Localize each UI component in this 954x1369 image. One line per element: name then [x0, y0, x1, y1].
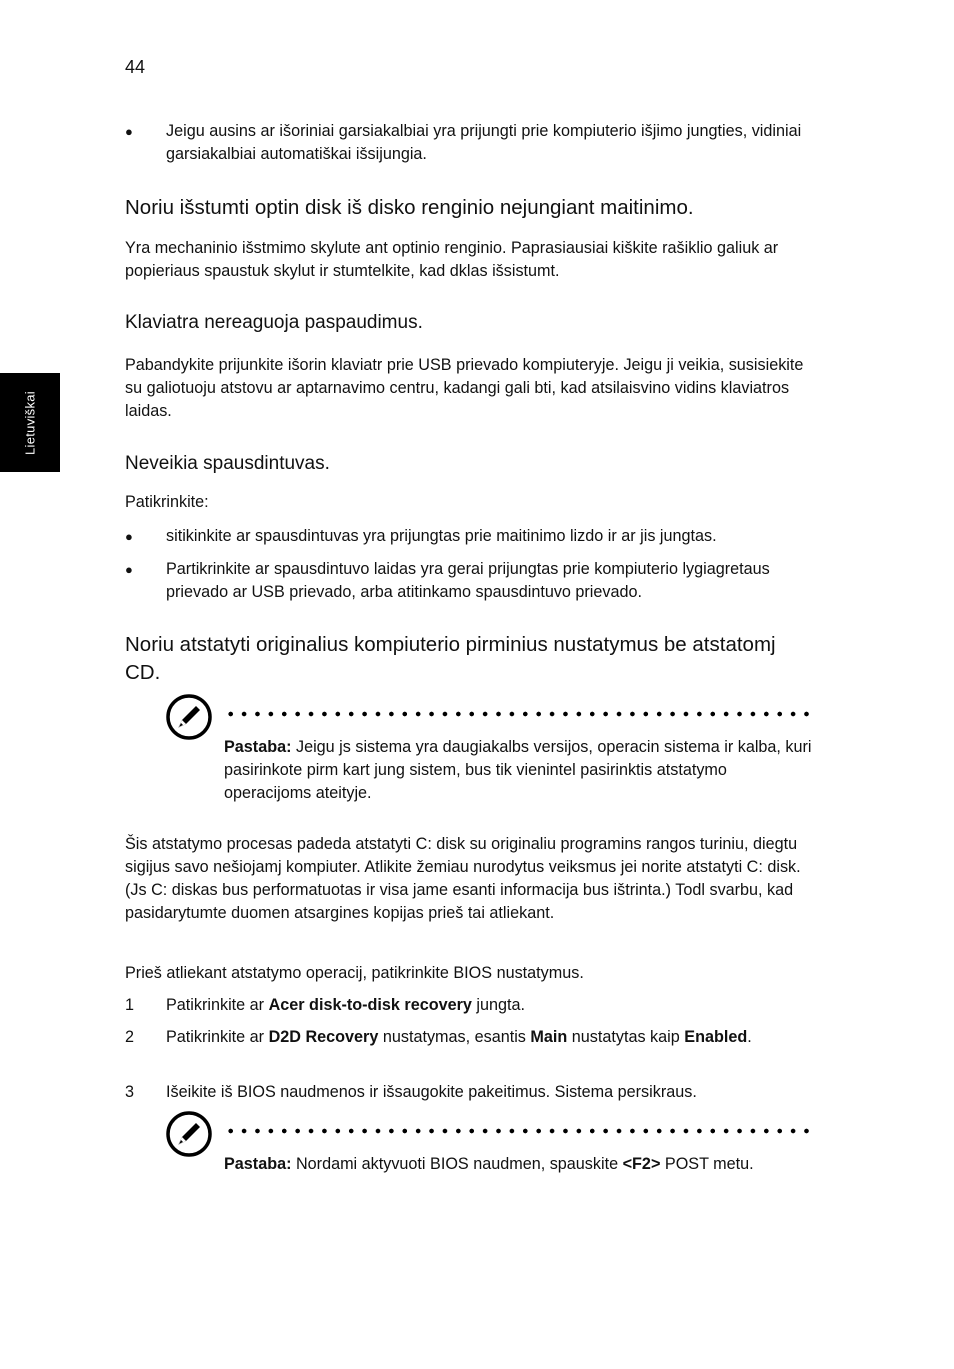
bullet-text: sitikinkite ar spausdintuvas yra prijungtas prie maitinimo lizdo ir ar jis jungtas. — [166, 527, 717, 545]
language-side-tab-label: Lietuviškai — [22, 391, 38, 455]
paragraph: Prieš atliekant atstatymo operacij, patikrinkite BIOS nustatymus. — [125, 964, 584, 982]
section-heading: Noriu išstumti optin disk iš disko renginio nejungiant maitinimo. — [125, 196, 694, 219]
note-label: Pastaba: — [224, 738, 292, 756]
step-text: Patikrinkite ar Acer disk-to-disk recovery jungta. — [166, 996, 526, 1014]
section-heading: Noriu atstatyti originalius kompiuterio pirminius nustatymus be atstatomj CD. — [125, 633, 776, 684]
note-body: Jeigu js sistema yra daugiakalbs versijos, operacin sistema ir kalba, kuri pasirinkote pirm kart jung sistem, bus tik vienintel pasirinktis atstatymo operacijoms ateityje. — [224, 738, 812, 802]
bullet-icon: ● — [125, 124, 133, 139]
note-divider — [224, 1128, 810, 1134]
paragraph: Pabandykite prijunkite išorin klaviatr prie USB prievado kompiuteryje. Jeigu ji veikia, susisiekite su galiotuoju atstovu ar aptarnavimo centru, kadangi gali bti, kad atsilaisvino vidins klaviatros laidas. — [125, 356, 804, 420]
section-heading: Klaviatra nereaguoja paspaudimus. — [125, 312, 423, 333]
note-pen-icon — [165, 693, 213, 741]
language-side-tab — [0, 373, 60, 472]
note-text: Pastaba: Nordami aktyvuoti BIOS naudmen, spauskite <F2> POST metu. — [224, 1155, 754, 1173]
note-text — [224, 736, 814, 805]
section-heading: Neveikia spausdintuvas. — [125, 453, 330, 474]
note-pen-icon — [165, 1110, 213, 1158]
paragraph: Yra mechaninio išstmimo skylute ant optinio renginio. Paprasiausiai kiškite rašiklio galiuk ar popieriaus spaustuk skylut ir stumtelkite, kad dklas išsistumt. — [125, 239, 779, 280]
bullet-text: Jeigu ausins ar išoriniai garsiakalbiai yra prijungti prie kompiuterio išjimo jungties, vidiniai garsiakalbiai automatiškai išsijungia. — [166, 122, 802, 163]
paragraph: Patikrinkite: — [125, 493, 209, 511]
step-number: 1 — [125, 996, 135, 1014]
note-divider — [224, 711, 810, 717]
bullet-icon: ● — [125, 562, 133, 577]
bullet-text: Partikrinkite ar spausdintuvo laidas yra gerai prijungtas prie kompiuterio lygiagretaus prievado ar USB prievado, arba atitinkamo spausdintuvo prievado. — [166, 560, 770, 601]
paragraph: Šis atstatymo procesas padeda atstatyti C: disk su originaliu programins rangos turiniu, diegtu sigijus savo nešiojamj kompiuter. Atlikite žemiau nurodytus veiksmus jei norite atstatyti C: disk. (Js C: diskas bus performatuotas ir visa jame esanti informacija bus ištrinta.) Todl svarbu, kad pasidarytumte duomen atsargines kopijas prieš tai atliekant. — [125, 835, 801, 922]
step-number: 3 — [125, 1083, 135, 1101]
bullet-icon: ● — [125, 529, 133, 544]
note-label: Pastaba: — [224, 1155, 292, 1173]
page-number: 44 — [125, 57, 146, 77]
step-text: Patikrinkite ar D2D Recovery nustatymas, esantis Main nustatytas kaip Enabled. — [166, 1028, 752, 1046]
step-text: Išeikite iš BIOS naudmenos ir išsaugokite pakeitimus. Sistema persikraus. — [166, 1083, 697, 1101]
step-number: 2 — [125, 1028, 135, 1046]
